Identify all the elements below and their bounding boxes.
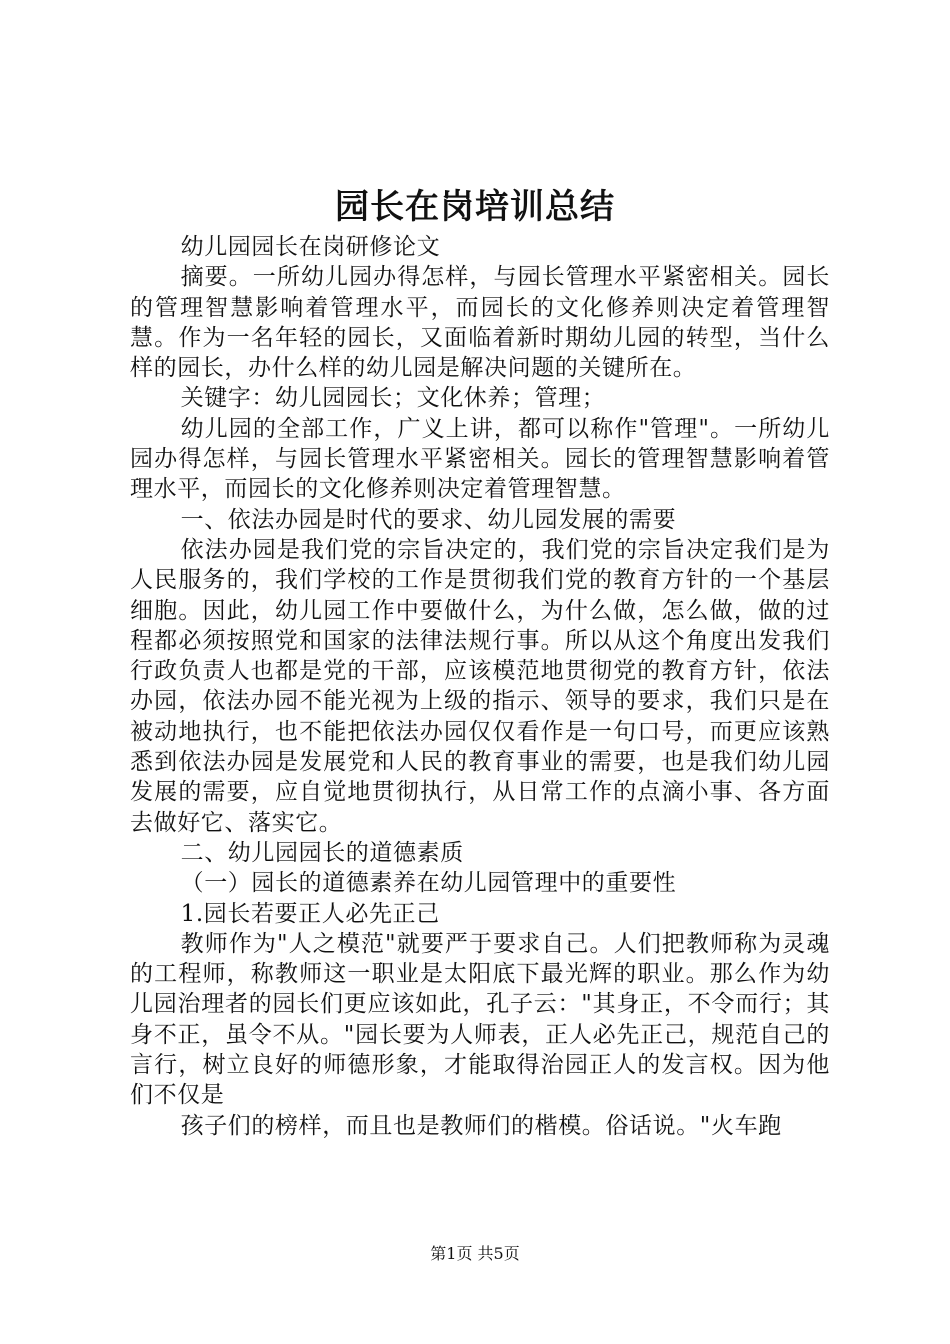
paragraph: 幼儿园的全部工作，广义上讲，都可以称作"管理"。一所幼儿园办得怎样，与园长管理水平紧密相关。园长的管理智慧影响着管理水平，而园长的文化修养则决定着管理智慧。	[130, 415, 830, 503]
subsection-heading: （一）园长的道德素养在幼儿园管理中的重要性	[180, 870, 677, 897]
section-heading: 二、幼儿园园长的道德素质	[180, 839, 464, 866]
paragraph: 依法办园是我们党的宗旨决定的，我们党的宗旨决定我们是为人民服务的，我们学校的工作是贯彻我们党的教育方针的一个基层细胞。因此，幼儿园工作中要做什么，为什么做，怎么做，做的过程都必须按照党和国家的法律法规行事。所以从这个角度出发我们行政负责人也都是党的干部，应该模范地贯彻党的教育方针，依法办园，依法办园不能光视为上级的指示、领导的要求，我们只是在被动地执行，也不能把依法办园仅仅看作是一句口号，而更应该熟悉到依法办园是发展党和人民的教育事业的需要，也是我们幼儿园发展的需要，应自觉地贯彻执行，从日常工作的点滴小事、各方面去做好它、落实它。	[130, 536, 830, 836]
paragraph: 教师作为"人之模范"就要严于要求自己。人们把教师称为灵魂的工程师，称教师这一职业是太阳底下最光辉的职业。那么作为幼儿园治理者的园长们更应该如此，孔子云："其身正，不令而行；其身不正，虽令不从。"园长要为人师表，正人必先正己，规范自己的言行，树立良好的师德形象，才能取得治园正人的发言权。因为他们不仅是	[130, 930, 830, 1109]
abstract-paragraph: 摘要。一所幼儿园办得怎样，与园长管理水平紧密相关。园长的管理智慧影响着管理水平，而园长的文化修养则决定着管理智慧。作为一名年轻的园长，又面临着新时期幼儿园的转型，当什么样的园长，办什么样的幼儿园是解决问题的关键所在。	[130, 264, 830, 382]
subsection-heading: 1.园长若要正人必先正己	[180, 900, 440, 927]
document-body	[130, 232, 830, 1141]
paragraph: 孩子们的榜样，而且也是教师们的楷模。俗话说。"火车跑	[180, 1112, 782, 1139]
paragraph: 幼儿园园长在岗研修论文	[180, 234, 441, 260]
page-number-footer: 第1页 共5页	[430, 1244, 520, 1263]
document-title: 园长在岗培训总结	[335, 187, 615, 227]
keywords-paragraph: 关键字：幼儿园园长；文化休养；管理；	[180, 385, 606, 412]
section-heading: 一、依法办园是时代的要求、幼儿园发展的需要	[180, 506, 677, 533]
